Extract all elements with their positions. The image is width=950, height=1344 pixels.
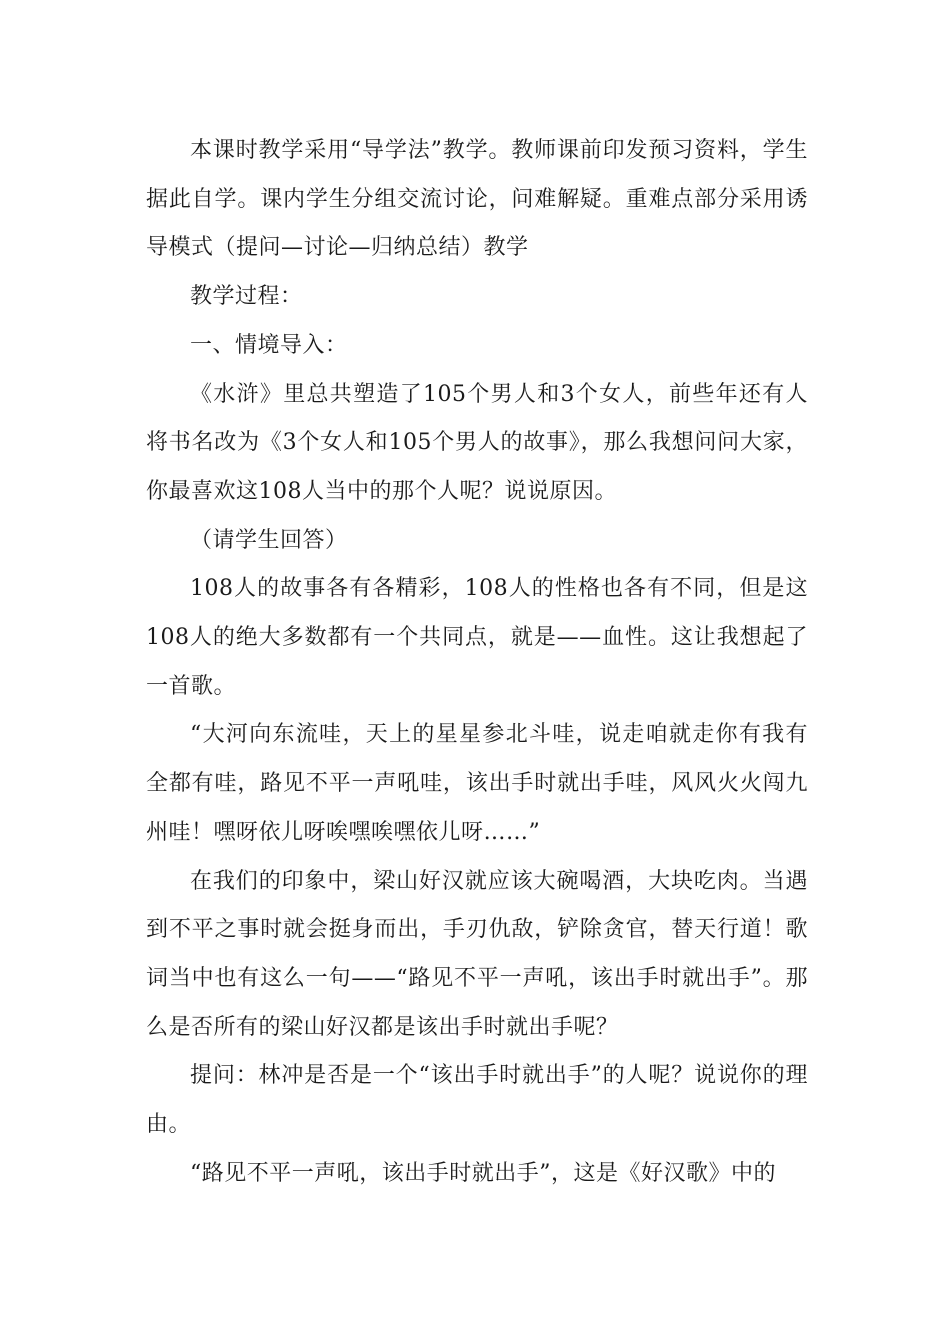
paragraph-lin-chong-question: 提问：林冲是否是一个“该出手时就出手”的人呢？说说你的理由。 xyxy=(146,1063,808,1138)
paragraph-common-trait: 108人的故事各有各精彩，108人的性格也各有不同，但是这108人的绝大多数都有一个共同点，就是——血性。这让我想起了一首歌。 xyxy=(146,576,808,699)
paragraph-song-lyrics: “大河向东流哇，天上的星星参北斗哇，说走咱就走你有我有全都有哇，路见不平一声吼哇，该出手时就出手哇，风风火火闯九州哇！嘿呀依儿呀唉嘿唉嘿依儿呀……” xyxy=(146,722,808,845)
paragraph-student-answer: （请学生回答） xyxy=(190,527,348,553)
paragraph-teaching-method: 本课时教学采用“导学法”教学。教师课前印发预习资料，学生据此自学。课内学生分组交流讨论，问难解疑。重难点部分采用诱导模式（提问—讨论—归纳总结）教学 xyxy=(146,138,808,261)
paragraph-intro-question: 《水浒》里总共塑造了105个男人和3个女人，前些年还有人将书名改为《3个女人和105个男人的故事》，那么我想问问大家，你最喜欢这108人当中的那个人呢？说说原因。 xyxy=(146,381,808,504)
paragraph-song-quote: “路见不平一声吼，该出手时就出手”，这是《好汉歌》中的 xyxy=(190,1160,776,1186)
document-body xyxy=(146,127,808,1198)
paragraph-process-heading: 教学过程： xyxy=(190,284,303,310)
paragraph-impression: 在我们的印象中，梁山好汉就应该大碗喝酒，大块吃肉。当遇到不平之事时就会挺身而出，手刃仇敌，铲除贪官，替天行道！歌词当中也有这么一句——“路见不平一声吼，该出手时就出手”。那么是否所有的梁山好汉都是该出手时就出手呢？ xyxy=(146,868,808,1040)
paragraph-section-heading: 一、情境导入： xyxy=(190,332,348,358)
